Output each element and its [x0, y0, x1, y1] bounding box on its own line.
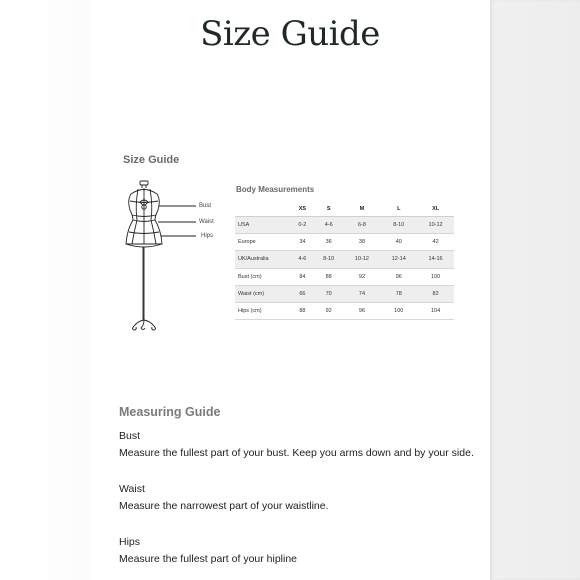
mannequin-hips-label: Hips [201, 233, 214, 239]
size-guide-subtitle: Size Guide [123, 154, 180, 166]
row-label: Hips (cm) [235, 302, 291, 319]
row-label: Waist (cm) [235, 285, 291, 302]
table-cell: 96 [344, 302, 381, 319]
waist-heading: Waist [119, 483, 145, 495]
table-cell: 66 [291, 285, 314, 302]
table-cell: 70 [314, 285, 344, 302]
table-cell: 104 [417, 302, 454, 319]
table-cell: 4-6 [314, 217, 344, 234]
table-cell: 6-8 [344, 217, 381, 234]
table-cell: 96 [380, 268, 417, 285]
table-cell: 88 [291, 302, 314, 319]
table-cell: 8-10 [314, 251, 344, 268]
bust-description: Measure the fullest part of your bust. Keep you arms down and by your side. [119, 447, 474, 459]
row-label: Europe [235, 234, 291, 251]
measuring-guide-title: Measuring Guide [119, 405, 221, 419]
table-cell: 92 [314, 302, 344, 319]
body-measurements-table [235, 202, 454, 320]
table-cell: 82 [417, 285, 454, 302]
table-cell: 40 [380, 234, 417, 251]
table-cell: 0-2 [291, 217, 314, 234]
header-cell [235, 202, 291, 217]
table-cell: 78 [380, 285, 417, 302]
row-label: UK/Australia [235, 251, 291, 268]
table-cell: 14-16 [417, 251, 454, 268]
bust-heading: Bust [119, 430, 141, 442]
mannequin-bust-label: Bust [199, 203, 212, 209]
table-cell: 92 [344, 268, 381, 285]
table-cell: 42 [417, 234, 454, 251]
right-margin-panel [490, 0, 580, 580]
header-cell: L [380, 202, 417, 217]
mannequin-waist-label: Waist [199, 219, 214, 225]
header-cell: XL [417, 202, 454, 217]
hips-description: Measure the fullest part of your hipline [119, 553, 298, 565]
body-measurements-title: Body Measurements [236, 185, 315, 194]
header-cell: S [314, 202, 344, 217]
table-cell: 10-12 [417, 217, 454, 234]
table-row [235, 302, 454, 319]
waist-description: Measure the narrowest part of your waistline. [119, 500, 329, 512]
hips-heading: Hips [119, 536, 141, 548]
table-cell: 100 [417, 268, 454, 285]
header-cell: M [344, 202, 381, 217]
table-cell: 88 [314, 268, 344, 285]
table-cell: 36 [314, 234, 344, 251]
table-cell: 12-14 [380, 251, 417, 268]
dress-form-mannequin-icon [118, 180, 228, 332]
table-cell: 74 [344, 285, 381, 302]
table-header-row [235, 202, 454, 217]
table-cell: 8-10 [380, 217, 417, 234]
table-cell: 84 [291, 268, 314, 285]
table-cell: 4-6 [291, 251, 314, 268]
row-label: Bust (cm) [235, 268, 291, 285]
table-cell: 100 [380, 302, 417, 319]
table-row [235, 285, 454, 302]
header-cell: XS [291, 202, 314, 217]
row-label: USA [235, 217, 291, 234]
page-title: Size Guide [200, 14, 380, 54]
table-row [235, 234, 454, 251]
table-cell: 10-12 [344, 251, 381, 268]
table-row [235, 268, 454, 285]
table-row [235, 217, 454, 234]
table-row [235, 251, 454, 268]
table-cell: 34 [291, 234, 314, 251]
table-cell: 38 [344, 234, 381, 251]
left-margin [0, 0, 90, 580]
